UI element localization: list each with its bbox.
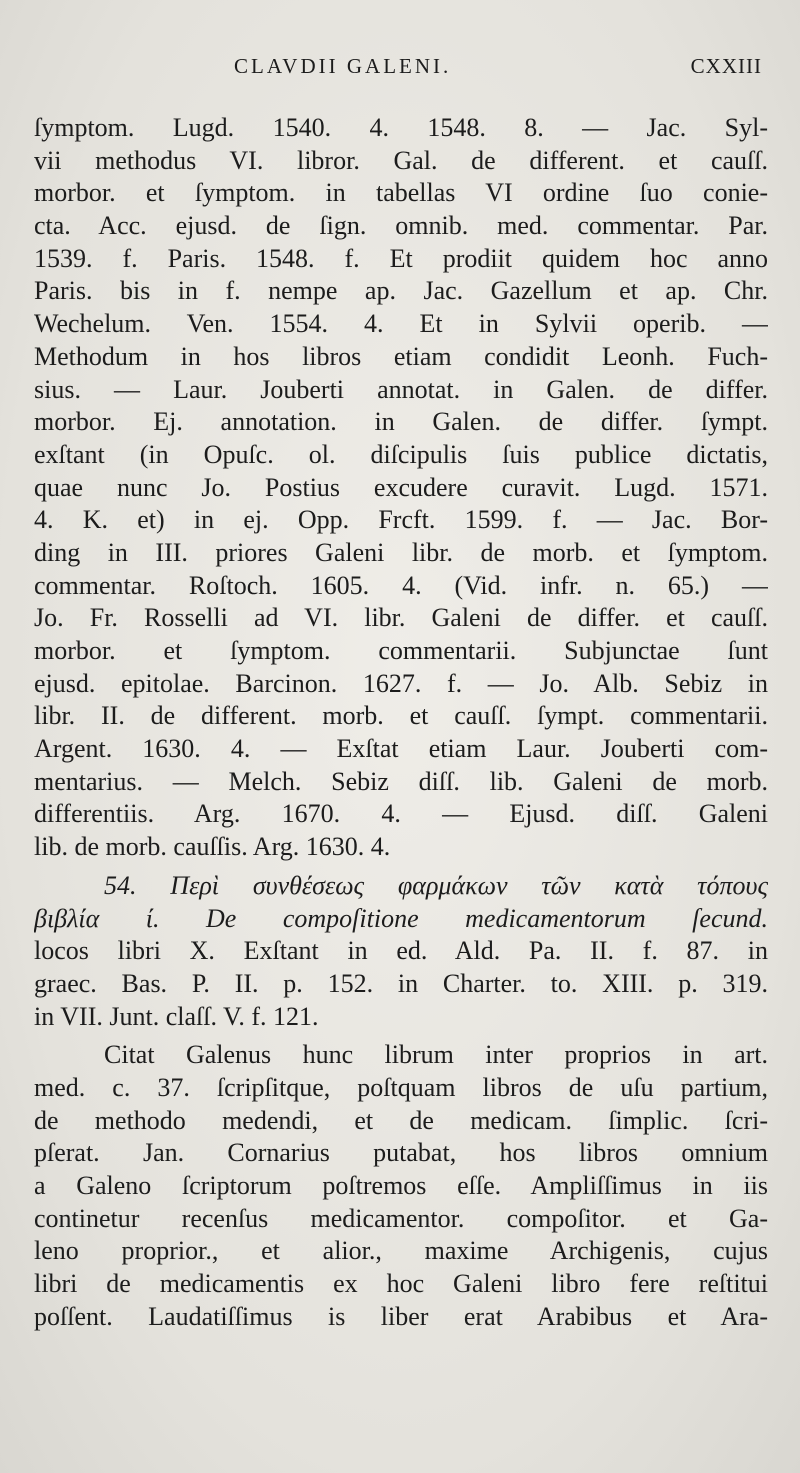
page-number: CXXIII — [690, 54, 762, 78]
running-head: CLAVDII GALENI. — [234, 54, 452, 78]
text-line: βιβλία ί. De compoſitione medicamentorum ſecund. — [34, 903, 768, 933]
text-line: commentar. Roſtoch. 1605. 4. (Vid. infr. n. 65.) — — [34, 570, 768, 600]
text-line: libr. II. de different. morb. et cauſſ. ſympt. commentarii. — [34, 701, 768, 731]
text-line: Argent. 1630. 4. — Exſtat etiam Laur. Jouberti com- — [34, 734, 768, 764]
text-line: 4. K. et) in ej. Opp. Frcft. 1599. f. — Jac. Bor- — [34, 505, 768, 535]
text-line: libri de medicamentis ex hoc Galeni libro fere reſtitui — [34, 1269, 768, 1299]
text-line: graec. Bas. P. II. p. 152. in Charter. to. XIII. p. 319. — [34, 968, 768, 998]
text-line: sius. — Laur. Jouberti annotat. in Galen. de differ. — [34, 374, 768, 404]
text-line: vii methodus VI. libror. Gal. de different. et cauſſ. — [34, 145, 768, 175]
text-line: 54. Περὶ συνθέσεως φαρμάκων τῶν κατὰ τόπους — [104, 870, 768, 900]
text-line: Jo. Fr. Rosselli ad VI. libr. Galeni de differ. et cauſſ. — [34, 603, 768, 633]
text-line: quae nunc Jo. Postius excudere curavit. Lugd. 1571. — [34, 472, 768, 502]
text-line: pſerat. Jan. Cornarius putabat, hos libros omnium — [34, 1138, 768, 1168]
text-line: ejusd. epitolae. Barcinon. 1627. f. — Jo. Alb. Sebiz in — [34, 668, 768, 698]
text-line: continetur recenſus medicamentor. compoſitor. et Ga- — [34, 1203, 768, 1233]
text-line: med. c. 37. ſcripſitque, poſtquam libros de uſu partium, — [34, 1072, 768, 1102]
text-line: poſſent. Laudatiſſimus is liber erat Arabibus et Ara- — [34, 1301, 768, 1331]
text-line: a Galeno ſcriptorum poſtremos eſſe. Ampliſſimus in iis — [34, 1171, 768, 1200]
text-line: exſtant (in Opuſc. ol. diſcipulis ſuis publice dictatis, — [34, 439, 768, 469]
page-header — [0, 54, 800, 86]
text-line: morbor. et ſymptom. in tabellas VI ordine ſuo conie- — [34, 178, 768, 208]
text-line: Methodum in hos libros etiam condidit Leonh. Fuch- — [34, 341, 768, 371]
text-line: cta. Acc. ejusd. de ſign. omnib. med. commentar. Par. — [34, 211, 768, 241]
text-line: mentarius. — Melch. Sebiz diſſ. lib. Galeni de morb. — [34, 766, 768, 796]
text-line: leno proprior., et alior., maxime Archigenis, cujus — [34, 1236, 768, 1266]
text-line: morbor. Ej. annotation. in Galen. de differ. ſympt. — [34, 407, 768, 437]
text-line: locos libri X. Exſtant in ed. Ald. Pa. II. f. 87. in — [34, 936, 768, 966]
text-line: morbor. et ſymptom. commentarii. Subjunctae ſunt — [34, 636, 768, 665]
text-line: de methodo medendi, et de medicam. ſimplic. ſcri- — [34, 1105, 768, 1135]
text-line: ding in III. priores Galeni libr. de morb. et ſymptom. — [34, 537, 768, 567]
text-line: differentiis. Arg. 1670. 4. — Ejusd. diſſ. Galeni — [34, 799, 768, 829]
text-line: in VII. Junt. claſſ. V. f. 121. — [34, 1001, 319, 1031]
text-line: lib. de morb. cauſſis. Arg. 1630. 4. — [34, 832, 391, 862]
text-line: 1539. f. Paris. 1548. f. Et prodiit quidem hoc anno — [34, 243, 768, 273]
body-text — [34, 112, 768, 1333]
text-line: ſymptom. Lugd. 1540. 4. 1548. 8. — Jac. Syl- — [34, 113, 768, 142]
text-line: Wechelum. Ven. 1554. 4. Et in Sylvii operib. — — [34, 309, 768, 339]
text-line: Paris. bis in f. nempe ap. Jac. Gazellum et ap. Chr. — [34, 276, 768, 306]
text-line: Citat Galenus hunc librum inter proprios in art. — [104, 1040, 768, 1070]
